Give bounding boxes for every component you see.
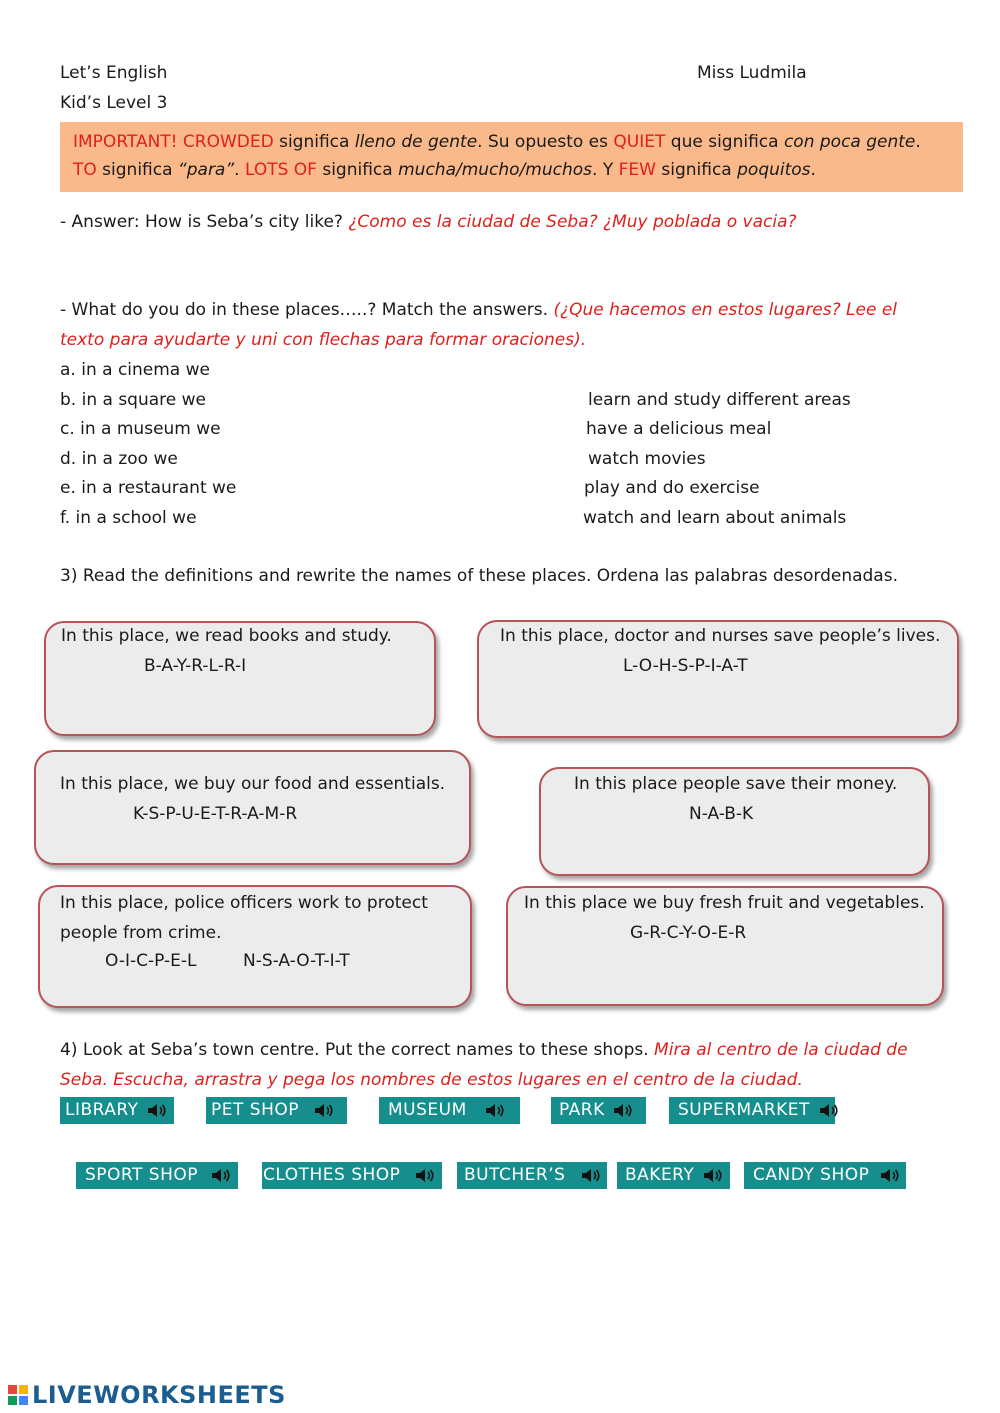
question-2-line-1: - What do you do in these places…..? Match the answers. (¿Que hacemos en estos lugares? Lee el [60,300,898,320]
match-left-item: d. in a zoo we [60,449,178,469]
scrambled-word: L-O-H-S-P-I-A-T [623,656,748,676]
speaker-icon[interactable] [613,1103,633,1118]
definition-text: In this place, we read books and study. [61,626,392,646]
speaker-icon[interactable] [211,1168,231,1183]
match-right-item[interactable]: have a delicious meal [586,419,772,439]
match-right-item[interactable]: play and do exercise [584,478,760,498]
shop-tag-butchers[interactable]: BUTCHER’S [457,1162,607,1189]
shop-tag-bakery[interactable]: BAKERY [617,1162,730,1189]
shop-tag-clothes-shop[interactable]: CLOTHES SHOP [262,1162,442,1189]
speaker-icon[interactable] [314,1103,334,1118]
definition-text: In this place, police officers work to protect [60,893,428,913]
definition-box-supermarket[interactable] [34,750,471,865]
speaker-icon[interactable] [819,1103,839,1118]
speaker-icon[interactable] [415,1168,435,1183]
speaker-icon[interactable] [581,1168,601,1183]
definition-text: In this place, we buy our food and essentials. [60,774,446,794]
level-label: Kid’s Level 3 [60,93,168,113]
match-left-item: c. in a museum we [60,419,221,439]
speaker-icon[interactable] [147,1103,167,1118]
scrambled-word: N-A-B-K [689,804,754,824]
scrambled-word: N-S-A-O-T-I-T [243,951,350,971]
shop-tag-sport-shop[interactable]: SPORT SHOP [76,1162,238,1189]
scrambled-word: G-R-C-Y-O-E-R [630,923,747,943]
important-note [60,122,963,192]
logo-mark-icon [8,1385,28,1405]
speaker-icon[interactable] [485,1103,505,1118]
question-4-line-1: 4) Look at Seba’s town centre. Put the correct names to these shops. Mira al centro de la ciudad de [60,1040,908,1060]
shop-tag-pet-shop[interactable]: PET SHOP [206,1097,347,1124]
definition-box-hospital[interactable] [477,620,959,738]
match-right-item[interactable]: watch movies [588,449,706,469]
definition-box-library[interactable] [44,621,436,736]
match-left-item: a. in a cinema we [60,360,210,380]
definition-text: In this place we buy fresh fruit and vegetables. [524,893,925,913]
shop-tag-supermarket[interactable]: SUPERMARKET [669,1097,835,1124]
shop-tag-park[interactable]: PARK [551,1097,646,1124]
shop-tag-museum[interactable]: MUSEUM [379,1097,520,1124]
definition-text: In this place, doctor and nurses save people’s lives. [500,626,941,646]
scrambled-word: B-A-Y-R-L-R-I [144,656,247,676]
school-name: Let’s English [60,63,168,83]
question-1: - Answer: How is Seba’s city like? ¿Como es la ciudad de Seba? ¿Muy poblada o vacia? [60,212,797,232]
question-4-line-2: Seba. Escucha, arrastra y pega los nombres de estos lugares en el centro de la ciudad. [60,1070,803,1090]
scrambled-word: K-S-P-U-E-T-R-A-M-R [133,804,298,824]
question-2-line-2: texto para ayudarte y uni con flechas para formar oraciones). [60,330,587,350]
definition-text: people from crime. [60,923,222,943]
speaker-icon[interactable] [880,1168,900,1183]
definition-box-bank[interactable] [539,767,930,876]
definition-text: In this place people save their money. [574,774,898,794]
shop-tag-library[interactable]: LIBRARY [60,1097,174,1124]
match-right-item[interactable]: watch and learn about animals [583,508,847,528]
match-left-item: f. in a school we [60,508,197,528]
definition-box-grocery[interactable] [506,886,944,1006]
important-line-1: IMPORTANT! CROWDED significa lleno de gente. Su opuesto es QUIET que significa con poca gente. [73,132,921,152]
liveworksheets-logo: LIVEWORKSHEETS [8,1381,286,1409]
match-left-item: b. in a square we [60,390,207,410]
scrambled-word: O-I-C-P-E-L [105,951,197,971]
definition-box-police-station[interactable] [38,885,472,1008]
match-left-item: e. in a restaurant we [60,478,237,498]
shop-tag-candy-shop[interactable]: CANDY SHOP [744,1162,906,1189]
teacher-name: Miss Ludmila [697,63,807,83]
match-right-item[interactable]: learn and study different areas [588,390,851,410]
important-line-2: TO significa “para”. LOTS OF significa mucha/mucho/muchos. Y FEW significa poquitos. [73,160,816,180]
speaker-icon[interactable] [703,1168,723,1183]
question-3-title: 3) Read the definitions and rewrite the names of these places. Ordena las palabras desordenadas. [60,566,898,586]
